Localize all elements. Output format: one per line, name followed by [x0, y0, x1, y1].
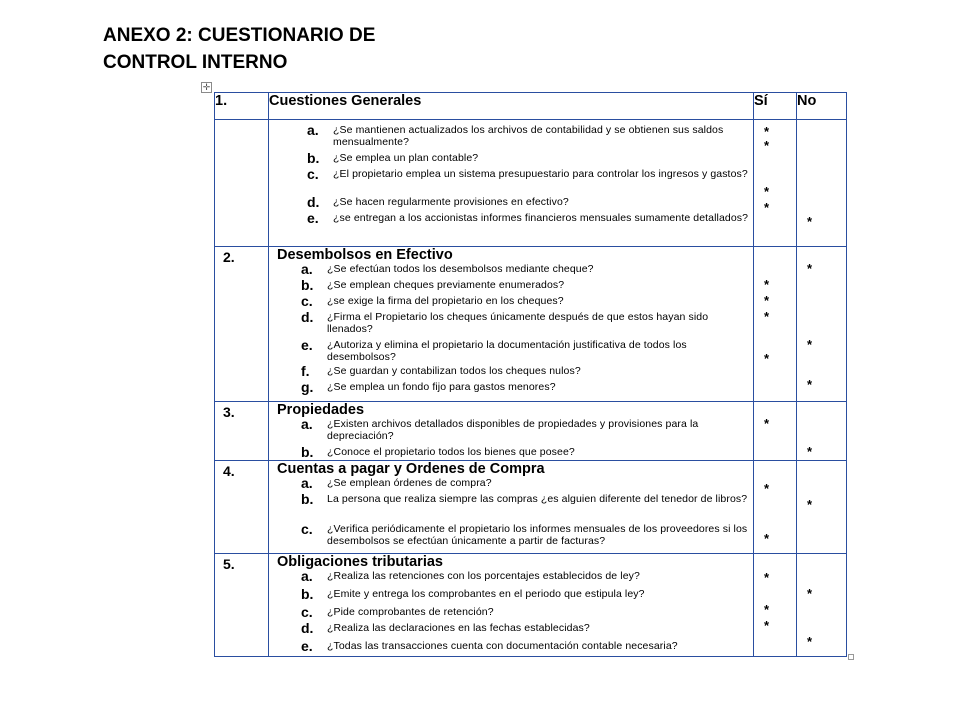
si-column-cell — [754, 554, 797, 657]
item-question-text: ¿Se emplean órdenes de compra? — [327, 477, 492, 489]
item-letter: g. — [301, 379, 314, 395]
item-letter: b. — [301, 491, 314, 507]
item-letter: c. — [301, 293, 313, 309]
si-mark: * — [764, 293, 770, 308]
item-letter: a. — [307, 122, 319, 138]
item-question-text: ¿Se emplea un fondo fijo para gastos menores? — [327, 381, 556, 393]
si-mark: * — [764, 351, 770, 366]
section-number: 4. — [215, 461, 269, 554]
questionnaire-table — [214, 92, 847, 657]
section-number: 2. — [215, 247, 269, 402]
si-column-cell — [754, 120, 797, 247]
si-mark: * — [764, 602, 770, 617]
item-question-text: ¿se exige la firma del propietario en los cheques? — [327, 295, 564, 307]
si-mark: * — [764, 618, 770, 633]
no-column-cell — [797, 554, 847, 657]
item-question-text: ¿Verifica periódicamente el propietario los informes mensuales de los proveedores si los desembolsos se efectúan únicamente a partir de facturas? — [327, 523, 748, 547]
si-mark: * — [764, 309, 770, 324]
item-letter: a. — [301, 475, 313, 491]
item-question-text: ¿Autoriza y elimina el propietario la documentación justificativa de todos los desembolsos? — [327, 339, 687, 363]
item-question-text: ¿Todas las transacciones cuenta con documentación contable necesaria? — [327, 640, 678, 652]
si-column-cell — [754, 247, 797, 402]
no-mark: * — [807, 337, 813, 352]
section-questions — [269, 461, 754, 554]
header-si: Sí — [754, 93, 797, 120]
si-mark: * — [764, 570, 770, 585]
header-num: 1. — [215, 93, 269, 120]
item-question-text: ¿Emite y entrega los comprobantes en el periodo que estipula ley? — [327, 588, 645, 600]
no-mark: * — [807, 377, 813, 392]
item-question-text: ¿se entregan a los accionistas informes financieros mensuales sumamente detallados? — [333, 212, 749, 224]
no-column-cell — [797, 120, 847, 247]
section-row — [215, 247, 847, 402]
item-question-text: La persona que realiza siempre las compras ¿es alguien diferente del tenedor de libros? — [327, 493, 748, 505]
item-letter: b. — [301, 277, 314, 293]
item-letter: c. — [301, 521, 313, 537]
item-question-text: ¿Conoce el propietario todos los bienes que posee? — [327, 446, 575, 458]
item-question-text: ¿Existen archivos detallados disponibles de propiedades y provisiones para la depreciación? — [327, 418, 699, 442]
no-column-cell — [797, 461, 847, 554]
section-title: Cuentas a pagar y Ordenes de Compra — [277, 461, 545, 477]
si-mark: * — [764, 184, 770, 199]
item-letter: b. — [301, 444, 314, 460]
item-question-text: ¿Se guardan y contabilizan todos los cheques nulos? — [327, 365, 581, 377]
item-question-text: ¿El propietario emplea un sistema presupuestario para controlar los ingresos y gastos? — [333, 168, 748, 180]
section-row — [215, 554, 847, 657]
table-resize-handle[interactable] — [848, 654, 854, 660]
section-questions — [269, 247, 754, 402]
section-questions — [269, 402, 754, 461]
section-questions — [269, 554, 754, 657]
item-question-text: ¿Se emplean cheques previamente enumerados? — [327, 279, 565, 291]
section-title: Propiedades — [277, 402, 365, 418]
section-number — [215, 120, 269, 247]
section-number: 3. — [215, 402, 269, 461]
no-mark: * — [807, 214, 813, 229]
no-mark: * — [807, 261, 813, 276]
section-title: Obligaciones tributarias — [277, 554, 443, 570]
item-letter: a. — [301, 416, 313, 432]
item-question-text: ¿Se hacen regularmente provisiones en efectivo? — [333, 196, 569, 208]
si-mark: * — [764, 138, 770, 153]
no-mark: * — [807, 497, 813, 512]
item-letter: b. — [307, 150, 320, 166]
item-letter: b. — [301, 586, 314, 602]
section-title: Desembolsos en Efectivo — [277, 247, 453, 263]
item-question-text: ¿Pide comprobantes de retención? — [327, 606, 494, 618]
item-letter: c. — [307, 166, 319, 182]
item-letter: e. — [301, 638, 313, 654]
table-header-row — [215, 93, 847, 120]
title-line-1: ANEXO 2: CUESTIONARIO DE — [103, 25, 376, 46]
si-mark: * — [764, 481, 770, 496]
no-mark: * — [807, 634, 813, 649]
section-questions — [269, 120, 754, 247]
item-question-text: ¿Realiza las retenciones con los porcentajes establecidos de ley? — [327, 570, 640, 582]
item-question-text: ¿Firma el Propietario los cheques únicamente después de que estos hayan sido llenados? — [327, 311, 709, 335]
item-letter: a. — [301, 261, 313, 277]
section-row — [215, 120, 847, 247]
table-move-handle-icon[interactable]: ✛ — [202, 82, 211, 92]
section-number: 5. — [215, 554, 269, 657]
item-letter: f. — [301, 363, 310, 379]
si-column-cell — [754, 461, 797, 554]
title-line-2: CONTROL INTERNO — [103, 52, 288, 73]
si-mark: * — [764, 200, 770, 215]
header-question: Cuestiones Generales — [269, 93, 754, 120]
no-column-cell — [797, 247, 847, 402]
item-letter: d. — [301, 620, 314, 636]
item-question-text: ¿Se efectúan todos los desembolsos mediante cheque? — [327, 263, 594, 275]
si-mark: * — [764, 277, 770, 292]
section-row — [215, 402, 847, 461]
no-column-cell — [797, 402, 847, 461]
item-question-text: ¿Realiza las declaraciones en las fechas establecidas? — [327, 622, 590, 634]
item-letter: d. — [307, 194, 320, 210]
document-title — [103, 22, 433, 76]
si-mark: * — [764, 416, 770, 431]
item-question-text: ¿Se emplea un plan contable? — [333, 152, 479, 164]
item-letter: a. — [301, 568, 313, 584]
section-row — [215, 461, 847, 554]
si-mark: * — [764, 124, 770, 139]
item-letter: e. — [301, 337, 313, 353]
item-question-text: ¿Se mantienen actualizados los archivos de contabilidad y se obtienen sus saldos mensualmente? — [333, 124, 724, 148]
no-mark: * — [807, 444, 813, 459]
header-no: No — [797, 93, 847, 120]
si-mark: * — [764, 531, 770, 546]
si-column-cell — [754, 402, 797, 461]
item-letter: d. — [301, 309, 314, 325]
no-mark: * — [807, 586, 813, 601]
item-letter: c. — [301, 604, 313, 620]
item-letter: e. — [307, 210, 319, 226]
